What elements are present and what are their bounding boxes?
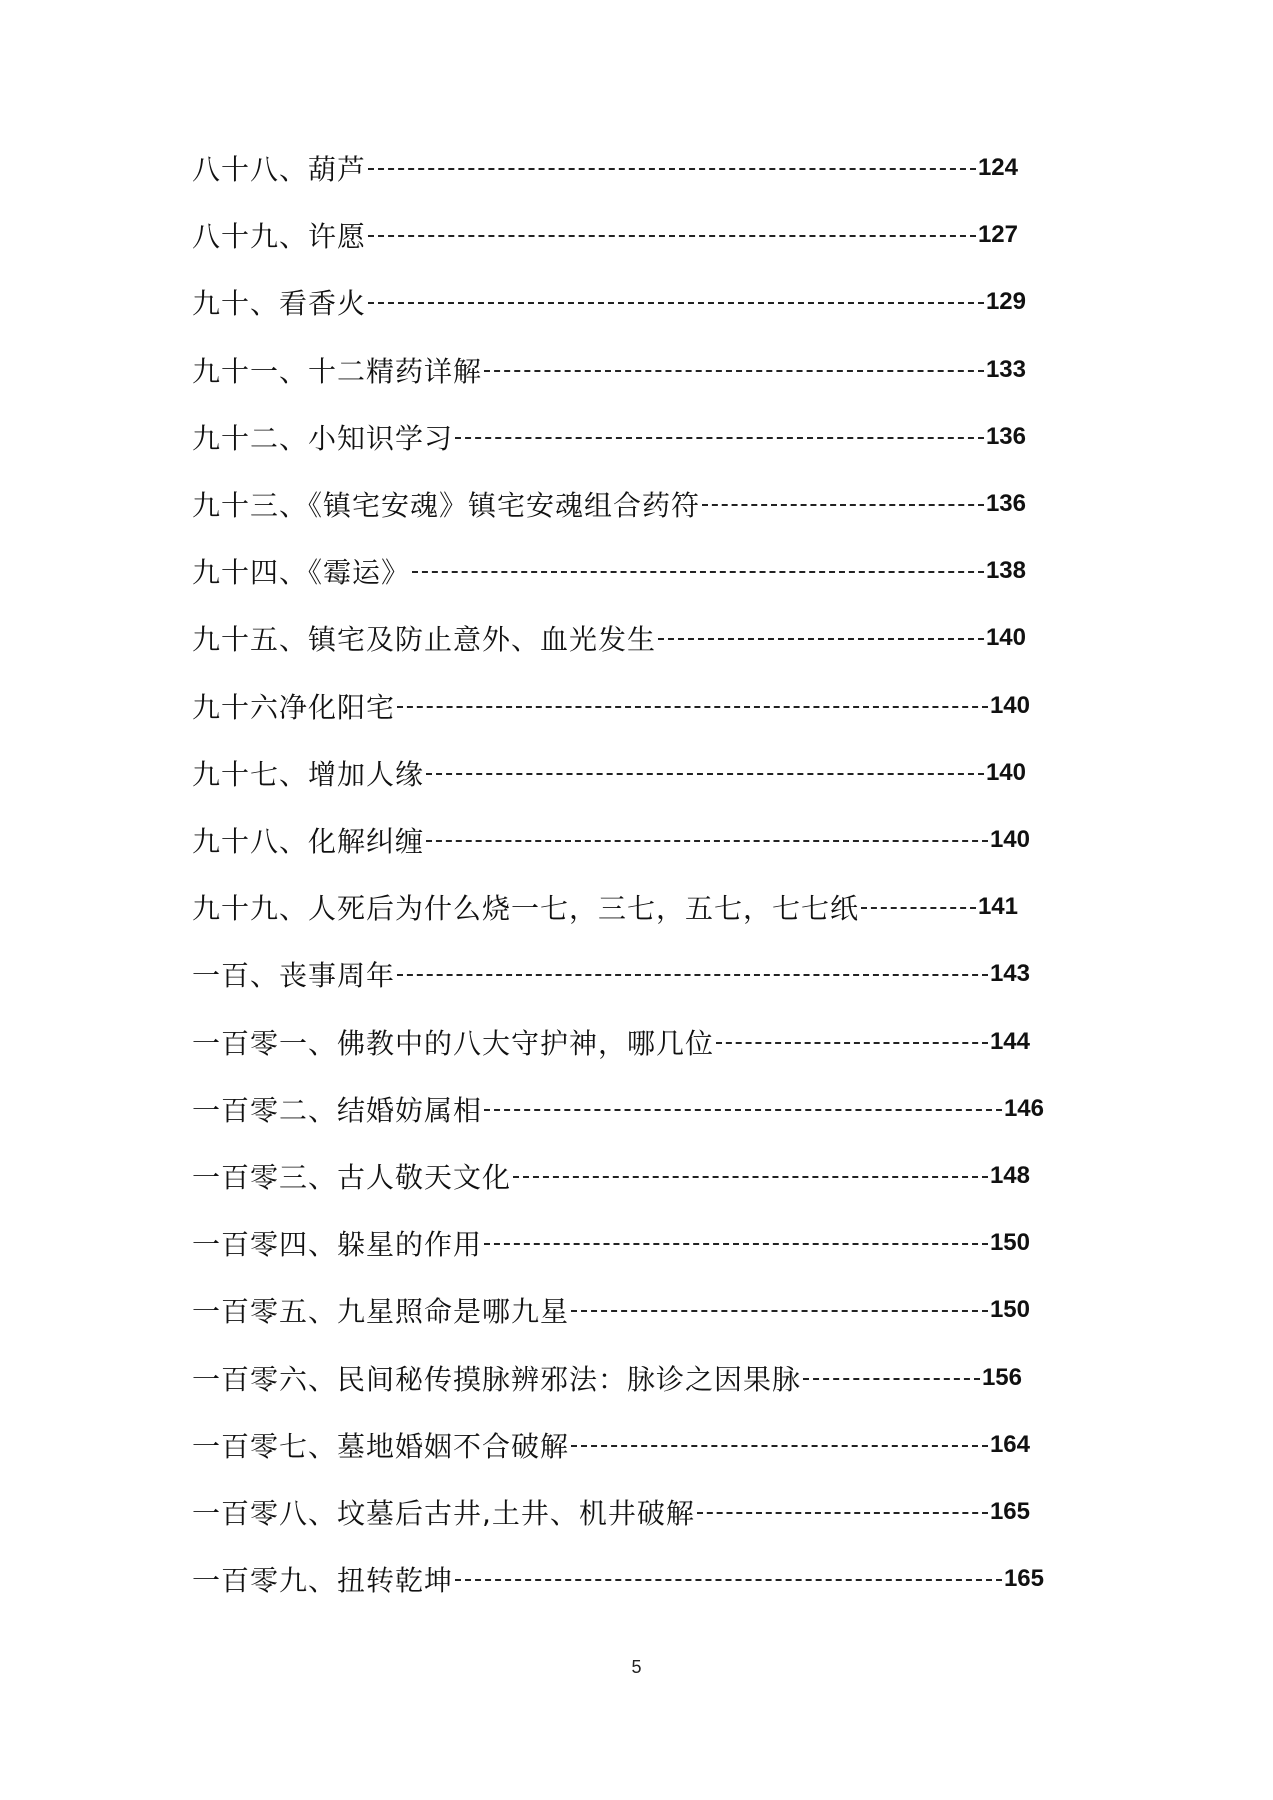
toc-entry[interactable] (192, 1288, 1030, 1332)
toc-entry-title: 九十九、人死后为什么烧一七，三七，五七，七七纸 (192, 892, 860, 926)
toc-entry-title: 九十四、《霉运》 (192, 556, 411, 590)
page-number: 5 (631, 1657, 642, 1677)
toc-entry[interactable] (192, 549, 1026, 593)
toc-dot-leader (861, 907, 976, 909)
toc-dot-leader (571, 1445, 988, 1447)
toc-dot-leader (571, 1310, 988, 1312)
toc-entry-page: 150 (989, 1296, 1030, 1324)
toc-entry[interactable] (192, 415, 1026, 459)
toc-entry-title: 九十三、《镇宅安魂》镇宅安魂组合药符 (192, 489, 701, 522)
toc-dot-leader (368, 235, 976, 237)
toc-entry[interactable] (192, 1154, 1030, 1198)
toc-entry-page: 140 (989, 826, 1030, 853)
toc-entry[interactable] (192, 952, 1030, 996)
toc-entry-page: 127 (977, 221, 1018, 249)
toc-entry-page: 140 (985, 758, 1026, 786)
toc-entry-title: 九十、看香火 (192, 287, 367, 321)
toc-entry-title: 一百零二、结婚妨属相 (192, 1093, 483, 1127)
toc-entry-page: 143 (989, 960, 1030, 988)
toc-entry-title: 九十一、十二精药详解 (192, 354, 483, 388)
toc-entry[interactable] (192, 280, 1026, 324)
toc-entry-title: 九十六净化阳宅 (192, 690, 396, 724)
toc-entry-page: 124 (977, 154, 1018, 181)
toc-dot-leader (513, 1176, 988, 1178)
toc-entry-title: 八十九、许愿 (192, 220, 367, 254)
toc-entry-title: 一百零六、民间秘传摸脉辨邪法：脉诊之因果脉 (192, 1362, 802, 1396)
toc-dot-leader (697, 1512, 988, 1514)
toc-entry-title: 一百零八、坟墓后古井,土井、机井破解 (192, 1497, 695, 1530)
toc-entry[interactable] (192, 818, 1030, 862)
toc-entry-page: 138 (985, 557, 1026, 585)
toc-dot-leader (455, 437, 984, 439)
toc-entry[interactable] (192, 1557, 1044, 1601)
toc-entry-title: 一百零四、躲星的作用 (192, 1228, 483, 1262)
toc-entry-page: 129 (985, 288, 1026, 316)
toc-entry-page: 150 (989, 1229, 1030, 1257)
toc-entry-title: 一百、丧事周年 (192, 959, 396, 993)
toc-dot-leader (455, 1579, 1002, 1581)
toc-entry-page: 133 (985, 355, 1026, 383)
toc-dot-leader (702, 504, 984, 506)
toc-entry-title: 八十八、葫芦 (192, 153, 367, 186)
toc-entry[interactable] (192, 1221, 1030, 1265)
toc-entry[interactable] (192, 213, 1018, 257)
toc-entry[interactable] (192, 348, 1026, 392)
toc-entry-page: 146 (1003, 1094, 1044, 1122)
toc-dot-leader (484, 1243, 988, 1245)
toc-entry-page: 136 (985, 422, 1026, 450)
toc-dot-leader (803, 1378, 980, 1380)
toc-entry[interactable] (192, 885, 1018, 929)
toc-entry[interactable] (192, 1356, 1022, 1400)
toc-dot-leader (412, 571, 984, 573)
toc-dot-leader (426, 840, 988, 842)
toc-entry-title: 九十二、小知识学习 (192, 421, 454, 455)
toc-dot-leader (716, 1042, 988, 1044)
toc-entry-title: 九十五、镇宅及防止意外、血光发生 (192, 623, 657, 657)
toc-dot-leader (658, 638, 984, 640)
toc-entry-page: 165 (989, 1498, 1030, 1525)
toc-entry-page: 136 (985, 490, 1026, 517)
toc-entry-title: 一百零三、古人敬天文化 (192, 1161, 512, 1194)
toc-dot-leader (397, 706, 988, 708)
toc-dot-leader (368, 302, 984, 304)
toc-entry-page: 140 (989, 691, 1030, 719)
toc-dot-leader (368, 168, 976, 170)
toc-entry[interactable] (192, 751, 1026, 795)
toc-dot-leader (426, 773, 984, 775)
toc-entry-page: 164 (989, 1430, 1030, 1458)
toc-entry-page: 165 (1003, 1565, 1044, 1593)
toc-entry[interactable] (192, 616, 1026, 660)
toc-entry-title: 一百零一、佛教中的八大守护神，哪几位 (192, 1026, 715, 1060)
toc-entry[interactable] (192, 1423, 1030, 1467)
toc-entry[interactable] (192, 1020, 1030, 1064)
toc-entry-page: 140 (985, 624, 1026, 652)
toc-entry[interactable] (192, 482, 1026, 526)
toc-dot-leader (484, 1109, 1002, 1111)
toc-entry[interactable] (192, 1087, 1044, 1131)
toc-dot-leader (397, 974, 988, 976)
toc-entry-title: 一百零七、墓地婚姻不合破解 (192, 1429, 570, 1463)
toc-entry-title: 一百零五、九星照命是哪九星 (192, 1295, 570, 1329)
toc-dot-leader (484, 370, 984, 372)
toc-entry-page: 144 (989, 1027, 1030, 1055)
toc-entry-title: 一百零九、扭转乾坤 (192, 1564, 454, 1598)
toc-entry-title: 九十七、增加人缘 (192, 757, 425, 791)
toc-entry-page: 148 (989, 1162, 1030, 1189)
toc-entry-title: 九十八、化解纠缠 (192, 825, 425, 858)
toc-entry[interactable] (192, 1490, 1030, 1534)
toc-entry-page: 156 (981, 1363, 1022, 1391)
toc-entry-page: 141 (977, 893, 1018, 921)
toc-entry[interactable] (192, 684, 1030, 728)
toc-entry[interactable] (192, 146, 1018, 190)
